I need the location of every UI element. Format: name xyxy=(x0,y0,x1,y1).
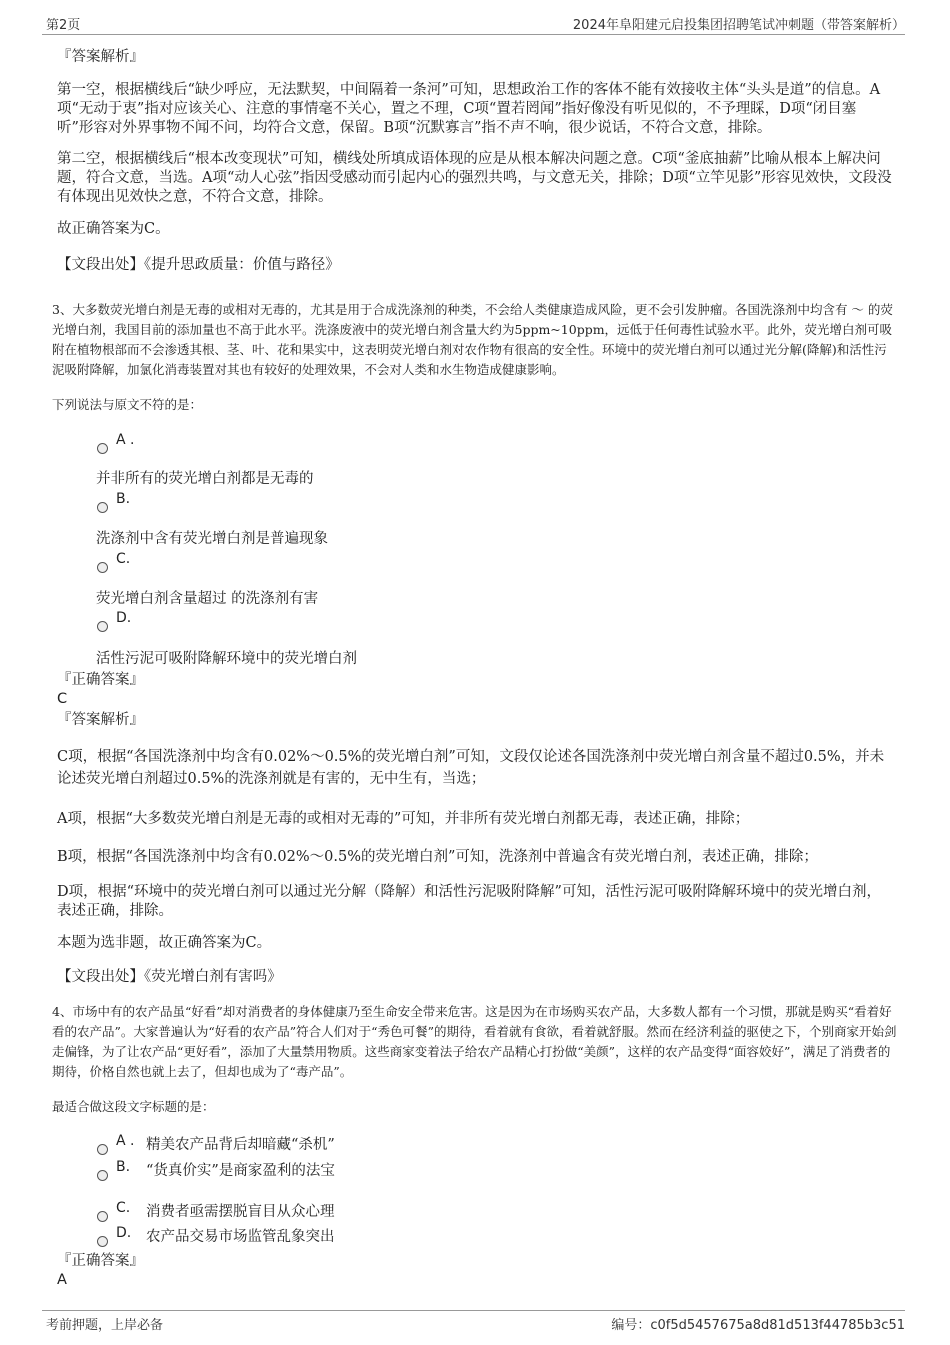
q4-option-c-label: C. xyxy=(116,1200,131,1216)
q4-option-a-label: A . xyxy=(116,1133,135,1149)
q4-option-d-radio[interactable] xyxy=(97,1231,108,1250)
page-header xyxy=(42,12,905,35)
q3-analysis-c: C项，根据“各国洗涤剂中均含有0.02%～0.5%的荧光增白剂”可知，文段仅论述各国洗涤剂中荧光增白剂含量不超过0.5%，并未论述荧光增白剂超过0.5%的洗涤剂就是有害的，无中生有，当选； xyxy=(57,749,885,787)
q3-option-c-label: C. xyxy=(116,551,131,567)
q3-conclusion: 本题为选非题，故正确答案为C。 xyxy=(57,935,272,951)
q3-option-a-text: 并非所有的荧光增白剂都是无毒的 xyxy=(96,471,314,487)
q3-option-b-label: B. xyxy=(116,491,131,507)
q2-source: 【文段出处】《提升思政质量：价值与路径》 xyxy=(57,257,340,273)
q3-option-c-radio[interactable] xyxy=(97,557,108,576)
q4-answer: A xyxy=(57,1272,67,1288)
document-title: 2024年阜阳建元启投集团招聘笔试冲刺题（带答案解析） xyxy=(572,18,905,33)
q4-stem: 4、市场中有的农产品虽“好看”却对消费者的身体健康乃至生命安全带来危害。这是因为在市场购买农产品，大多数人都有一个习惯，那就是购买“看着好看的农产品”。大家普遍认为“好看的农产品”符合人们对于“秀色可餐”的期待，看着就有食欲，看着就舒服。然而在经济利益的驱使之下，个别商家开始剑走偏锋，为了让农产品“更好看”，添加了大量禁用物质。这些商家变着法子给农产品精心打扮做“美颜”，这样的农产品变得“面容姣好”，满足了消费者的期待，价格自然也就上去了，但却也成为了“毒产品”。 xyxy=(52,1004,897,1079)
q4-option-a-text: 精美农产品背后却暗藏“杀机” xyxy=(146,1137,335,1153)
q3-analysis-label: 『答案解析』 xyxy=(57,712,144,728)
q3-option-d-label: D. xyxy=(116,610,132,626)
q4-prompt: 最适合做这段文字标题的是： xyxy=(52,1099,215,1114)
q4-option-b-radio[interactable] xyxy=(97,1165,108,1184)
q3-answer: C xyxy=(57,691,68,707)
q4-option-a-radio[interactable] xyxy=(97,1139,108,1158)
page-number: 第2页 xyxy=(46,18,81,33)
q3-option-b-text: 洗涤剂中含有荧光增白剂是普遍现象 xyxy=(96,531,328,547)
q3-option-a-radio[interactable] xyxy=(97,438,108,457)
q3-analysis-d: D项，根据“环境中的荧光增白剂可以通过光分解（降解）和活性污泥吸附降解”可知，活性污泥可吸附降解环境中的荧光增白剂，表述正确，排除。 xyxy=(57,884,881,919)
q4-option-c-radio[interactable] xyxy=(97,1206,108,1225)
q3-option-d-text: 活性污泥可吸附降解环境中的荧光增白剂 xyxy=(96,651,357,667)
q3-answer-label: 『正确答案』 xyxy=(57,672,144,688)
q3-analysis-a: A项，根据“大多数荧光增白剂是无毒的或相对无毒的”可知，并非所有荧光增白剂都无毒，表述正确，排除； xyxy=(57,811,750,827)
q3-stem: 3、大多数荧光增白剂是无毒的或相对无毒的，尤其是用于合成洗涤剂的种类，不会给人类健康造成风险，更不会引发肿瘤。各国洗涤剂中均含有 ～ 的荧光增白剂，我国目前的添加量也不高于此水平。洗涤废液中的荧光增白剂含量大约为5ppm~10ppm，远低于任何毒性试验水平。此外，荧光增白剂可吸附在植物根部而不会渗透其根、茎、叶、花和果实中，这表明荧光增白剂对农作物有很高的安全性。环境中的荧光增白剂可以通过光分解(降解)和活性污泥吸附降解，加氯化消毒装置对其也有较好的处理效果，不会对人类和水生物造成健康影响。 xyxy=(52,302,893,377)
q4-option-d-label: D. xyxy=(116,1225,132,1241)
page-footer xyxy=(42,1310,905,1335)
document-code: 编号：c0f5d5457675a8d81d513f44785b3c51 xyxy=(611,1318,905,1333)
q2-analysis-p2: 第二空，根据横线后“根本改变现状”可知，横线处所填成语体现的应是从根本解决问题之意。C项“釜底抽薪”比喻从根本上解决问题，符合文意，当选。A项“动人心弦”指因受感动而引起内心的强烈共鸣，与文意无关，排除；D项“立竿见影”形容见效快，文段没有体现出见效快之意，不符合文意，排除。 xyxy=(57,151,892,205)
q4-option-b-text: “货真价实”是商家盈利的法宝 xyxy=(146,1163,335,1179)
q3-prompt: 下列说法与原文不符的是： xyxy=(52,397,203,412)
q3-option-a-label: A . xyxy=(116,432,135,448)
q4-option-b-label: B. xyxy=(116,1159,131,1175)
q3-option-d-radio[interactable] xyxy=(97,616,108,635)
q3-source: 【文段出处】《荧光增白剂有害吗》 xyxy=(57,969,282,985)
footer-slogan: 考前押题，上岸必备 xyxy=(46,1318,164,1333)
q3-option-c-text: 荧光增白剂含量超过 的洗涤剂有害 xyxy=(96,591,319,607)
q3-option-b-radio[interactable] xyxy=(97,497,108,516)
q4-answer-label: 『正确答案』 xyxy=(57,1253,144,1269)
q2-conclusion: 故正确答案为C。 xyxy=(57,221,170,237)
q2-analysis-p1: 第一空，根据横线后“缺少呼应，无法默契，中间隔着一条河”可知，思想政治工作的客体不能有效接收主体“头头是道”的信息。A项“无动于衷”指对应该关心、注意的事情毫不关心，置之不理，C项“置若罔闻”指好像没有听见似的，不予理睬，D项“闭目塞听”形容对外界事物不闻不问，均符合文意，保留。B项“沉默寡言”指不声不响，很少说话，不符合文意，排除。 xyxy=(57,82,881,136)
q4-option-d-text: 农产品交易市场监管乱象突出 xyxy=(146,1229,335,1245)
q4-option-c-text: 消费者亟需摆脱盲目从众心理 xyxy=(146,1204,335,1220)
q2-analysis-label: 『答案解析』 xyxy=(57,49,144,65)
q3-analysis-b: B项，根据“各国洗涤剂中均含有0.02%～0.5%的荧光增白剂”可知，洗涤剂中普遍含有荧光增白剂，表述正确，排除； xyxy=(57,849,818,865)
